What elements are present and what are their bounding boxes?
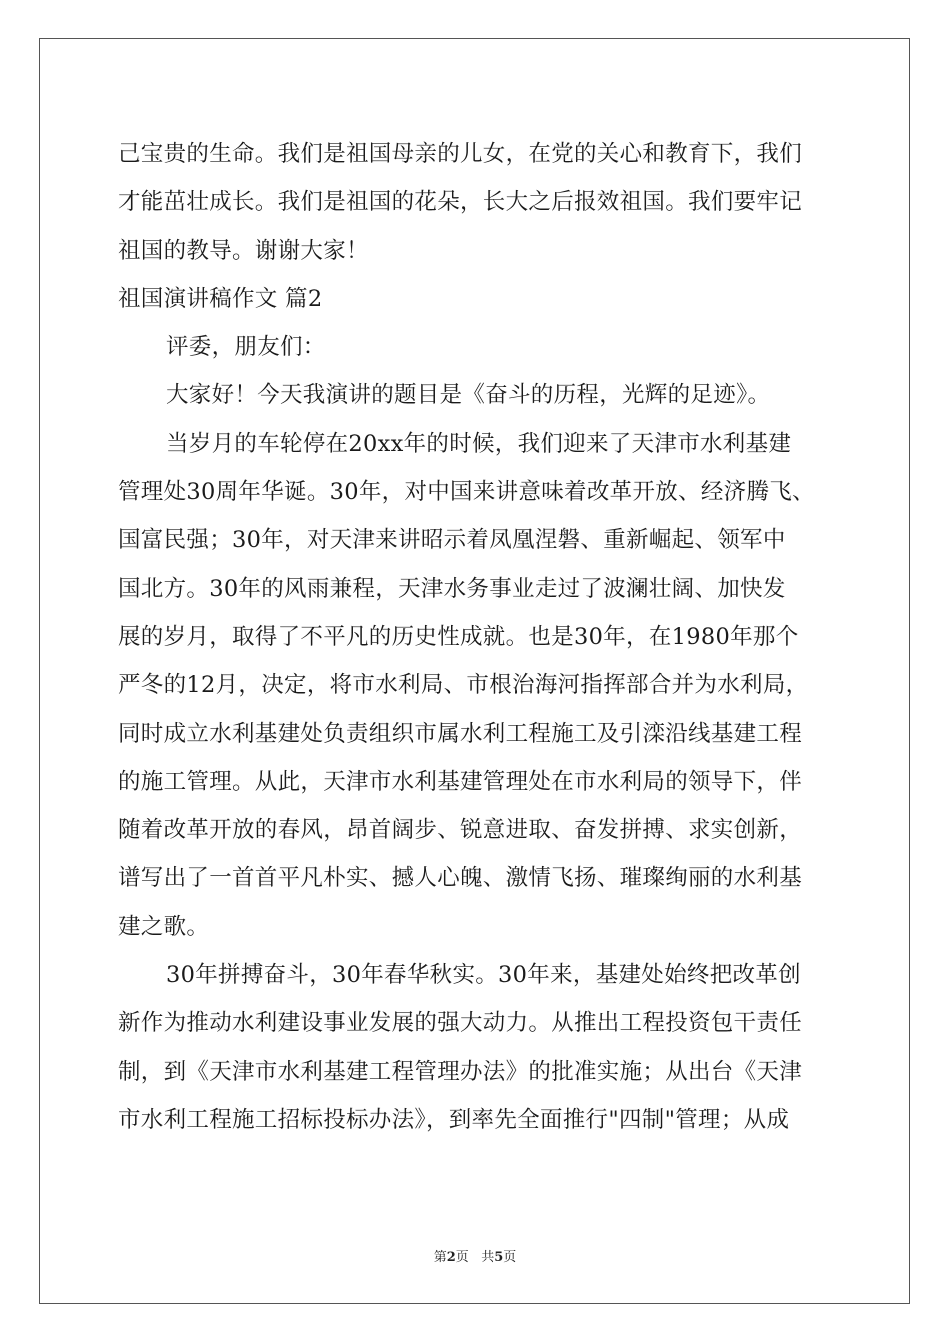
page-footer <box>0 1246 950 1265</box>
total-unit: 页 <box>503 1250 517 1265</box>
total-prefix: 共 <box>481 1250 495 1265</box>
text-line: 谱写出了一首首平凡朴实、撼人心魄、激情飞扬、璀璨绚丽的水利基 <box>118 865 803 892</box>
text-line: 国北方。30年的风雨兼程，天津水务事业走过了波澜壮阔、加快发 <box>118 575 786 602</box>
page-current: 2 <box>446 1250 456 1265</box>
text-line: 建之歌。 <box>118 913 210 940</box>
text-line: 己宝贵的生命。我们是祖国母亲的儿女，在党的关心和教育下，我们 <box>118 141 803 167</box>
page-total: 5 <box>494 1250 504 1265</box>
text-line: 严冬的12月，决定，将市水利局、市根治海河指挥部合并为水利局， <box>118 672 809 699</box>
text-line: 30年拼搏奋斗，30年春华秋实。30年来，基建处始终把改革创 <box>166 962 801 989</box>
page-unit: 页 <box>455 1250 469 1265</box>
text-line: 市水利工程施工招标投标办法》，到率先全面推行"四制"管理；从成 <box>118 1106 790 1133</box>
text-line: 的施工管理。从此，天津市水利基建管理处在市水利局的领导下，伴 <box>118 768 803 795</box>
text-line: 同时成立水利基建处负责组织市属水利工程施工及引滦沿线基建工程 <box>118 720 803 747</box>
text-line: 管理处30周年华诞。30年，对中国来讲意味着改革开放、经济腾飞、 <box>118 479 815 506</box>
document-body <box>118 130 838 1144</box>
text-line: 大家好！今天我演讲的题目是《奋斗的历程，光辉的足迹》。 <box>166 382 771 409</box>
text-line: 国富民强；30年，对天津来讲昭示着凤凰涅磐、重新崛起、领军中 <box>118 527 786 554</box>
text-line: 当岁月的车轮停在20xx年的时候，我们迎来了天津市水利基建 <box>166 430 792 457</box>
text-line: 随着改革开放的春风，昂首阔步、锐意进取、奋发拼搏、求实创新， <box>118 817 803 844</box>
text-line: 才能茁壮成长。我们是祖国的花朵，长大之后报效祖国。我们要牢记 <box>118 189 803 216</box>
text-line: 新作为推动水利建设事业发展的强大动力。从推出工程投资包干责任 <box>118 1010 803 1037</box>
text-line: 祖国的教导。谢谢大家！ <box>118 237 369 264</box>
text-line: 评委，朋友们： <box>166 334 326 361</box>
text-line: 祖国演讲稿作文 篇2 <box>118 285 323 312</box>
text-line: 展的岁月，取得了不平凡的历史性成就。也是30年，在1980年那个 <box>118 623 799 650</box>
page-prefix: 第 <box>433 1250 447 1265</box>
text-line: 制，到《天津市水利基建工程管理办法》的批准实施；从出台《天津 <box>118 1058 803 1085</box>
